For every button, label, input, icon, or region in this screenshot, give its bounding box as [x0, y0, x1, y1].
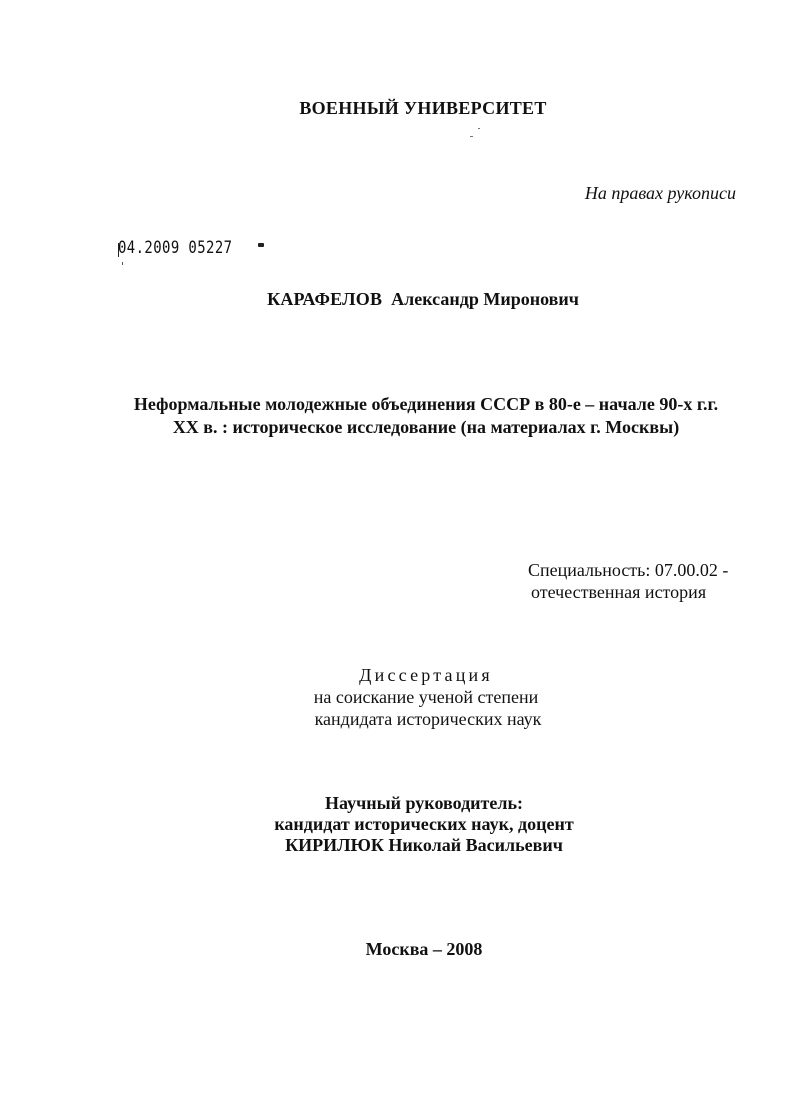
supervisor-surname: КИРИЛЮК: [285, 835, 384, 855]
dissertation-heading: Диссертация: [359, 665, 493, 685]
scan-speck: [122, 262, 123, 265]
thesis-title-line-2: XX в. : историческое исследование (на материалах г. Москвы): [172, 417, 680, 437]
supervisor-name: [0, 836, 792, 854]
city-year: Москва – 2008: [365, 939, 483, 959]
supervisor-label: Научный руководитель:: [325, 793, 523, 813]
manuscript-note: На правах рукописи: [584, 183, 736, 203]
author-name: [0, 290, 792, 308]
author-given-names: Александр Миронович: [391, 289, 579, 309]
thesis-title-line-1: Неформальные молодежные объединения СССР в 80-е – начале 90-х г.г.: [133, 394, 719, 414]
scan-speck: [478, 128, 480, 129]
supervisor-degree: кандидат исторических наук, доцент: [274, 814, 574, 834]
institution-heading: ВОЕННЫЙ УНИВЕРСИТЕТ: [299, 98, 547, 118]
archive-mark: [258, 243, 264, 247]
specialty-name: отечественная история: [531, 582, 707, 602]
supervisor-given-names: Николай Васильевич: [388, 835, 563, 855]
author-surname: КАРАФЕЛОВ: [267, 289, 383, 309]
dissertation-degree: кандидата исторических наук: [314, 709, 542, 729]
archive-number: 04.2009 05227: [118, 238, 233, 258]
dissertation-purpose: на соискание ученой степени: [313, 687, 539, 707]
specialty-code: Специальность: 07.00.02 -: [528, 560, 729, 580]
scan-speck: [470, 136, 473, 137]
